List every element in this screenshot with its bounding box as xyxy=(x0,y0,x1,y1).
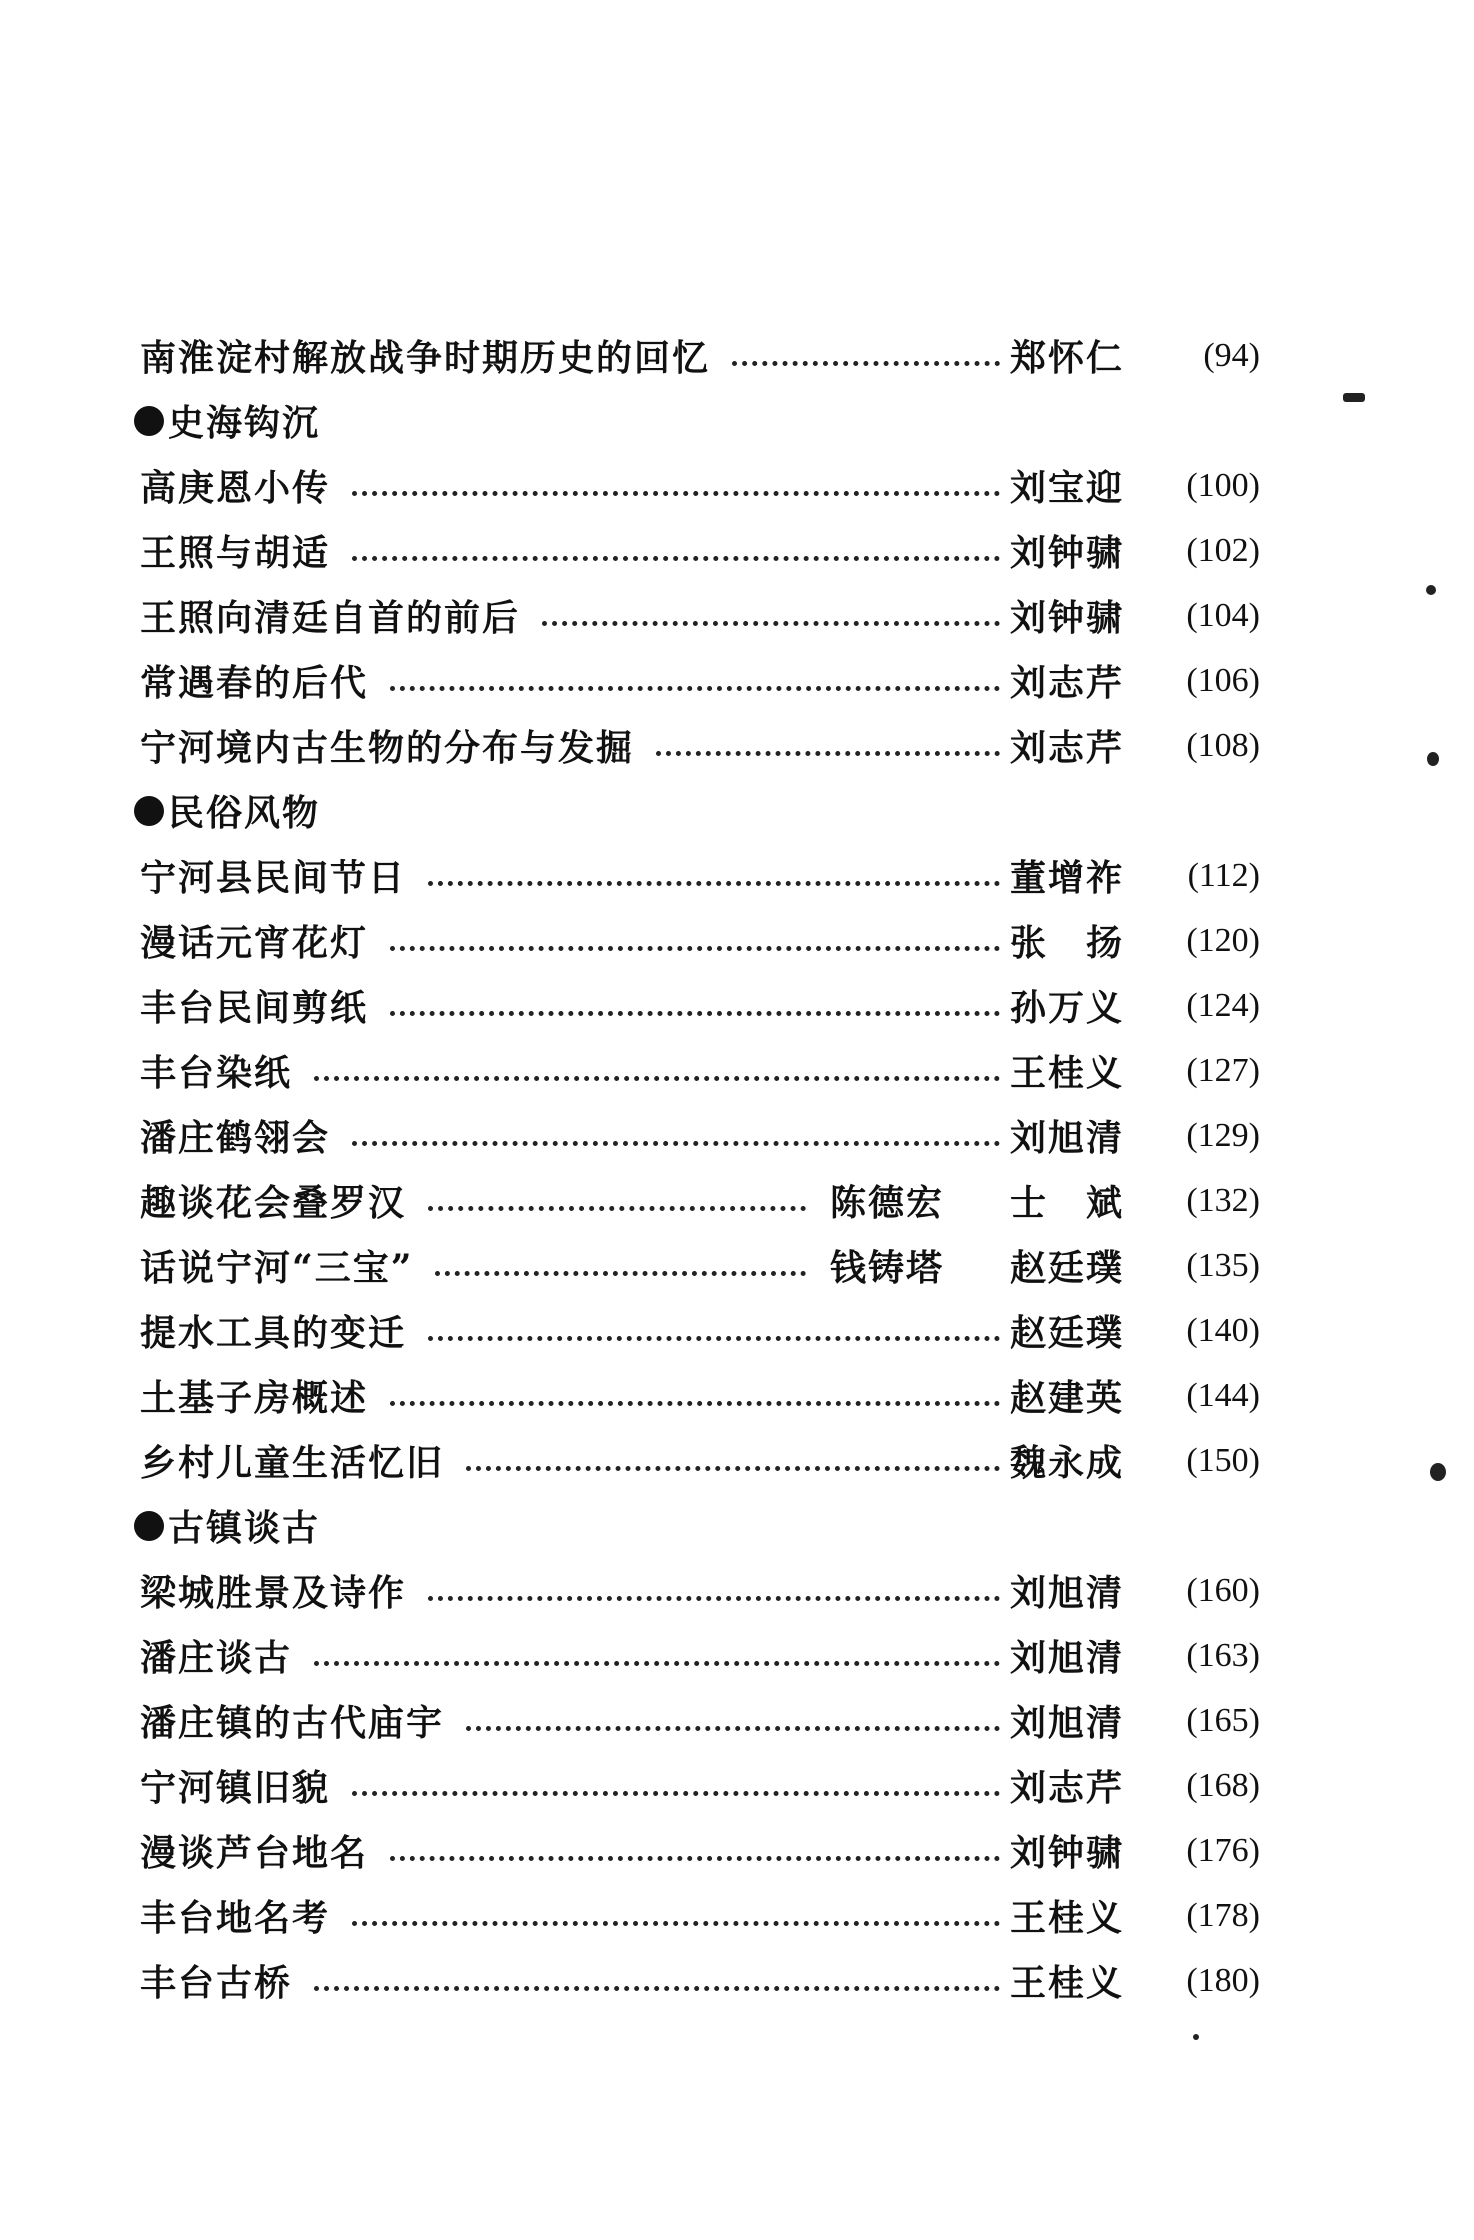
entry-title: 漫话元宵花灯 xyxy=(140,915,380,966)
entry-title: 漫谈芦台地名 xyxy=(140,1825,380,1876)
toc-entry[interactable] xyxy=(140,1363,1260,1428)
entry-title: 话说宁河“三宝” xyxy=(140,1240,425,1291)
toc-entry[interactable] xyxy=(140,1298,1260,1363)
leader-dots xyxy=(435,1271,806,1276)
entry-page-number: (144) xyxy=(1186,1376,1260,1414)
entry-page-number: (178) xyxy=(1186,1896,1260,1934)
leader-dots xyxy=(466,1726,1000,1731)
entry-title: 提水工具的变迁 xyxy=(140,1305,418,1356)
toc-entry[interactable] xyxy=(140,1558,1260,1623)
scan-speck xyxy=(1427,752,1439,766)
toc-entry[interactable] xyxy=(140,648,1260,713)
entry-page-number: (124) xyxy=(1186,986,1260,1024)
toc-entry[interactable] xyxy=(140,1103,1260,1168)
toc-entry[interactable] xyxy=(140,323,1260,388)
leader-dots xyxy=(390,686,1000,691)
scan-speck xyxy=(1426,585,1436,595)
entry-title: 乡村儿童生活忆旧 xyxy=(140,1435,456,1486)
entry-page-number: (100) xyxy=(1186,466,1260,504)
entry-page-number: (176) xyxy=(1186,1831,1260,1869)
scan-speck xyxy=(1430,1463,1446,1481)
entry-page-number: (127) xyxy=(1186,1051,1260,1089)
leader-dots xyxy=(390,1011,1000,1016)
entry-page-number: (140) xyxy=(1186,1311,1260,1349)
entry-author: 刘宝迎 xyxy=(1010,467,1125,509)
entry-page-number: (163) xyxy=(1186,1636,1260,1674)
leader-dots xyxy=(732,361,1000,366)
toc-entry[interactable] xyxy=(140,1753,1260,1818)
toc-entry[interactable] xyxy=(140,1688,1260,1753)
entry-page-number: (104) xyxy=(1186,596,1260,634)
entry-title: 宁河县民间节日 xyxy=(140,850,418,901)
section-title: 史海钩沉 xyxy=(168,402,321,444)
entry-page-number: (106) xyxy=(1186,661,1260,699)
section-title: 古镇谈古 xyxy=(168,1507,321,1549)
entry-author: 赵廷璞 xyxy=(1010,1247,1125,1289)
entry-title: 丰台染纸 xyxy=(140,1045,304,1096)
entry-title: 南淮淀村解放战争时期历史的回忆 xyxy=(140,330,722,381)
entry-title: 土基子房概述 xyxy=(140,1370,380,1421)
entry-author: 张 扬 xyxy=(1010,922,1125,964)
leader-dots xyxy=(352,1141,1000,1146)
entry-author: 刘旭清 xyxy=(1010,1637,1125,1679)
toc-entry[interactable] xyxy=(140,1168,1260,1233)
entry-page-number: (102) xyxy=(1186,531,1260,569)
entry-page-number: (129) xyxy=(1186,1116,1260,1154)
entry-page-number: (120) xyxy=(1186,921,1260,959)
leader-dots xyxy=(314,1986,1000,1991)
entry-title: 梁城胜景及诗作 xyxy=(140,1565,418,1616)
entry-author: 赵廷璞 xyxy=(1010,1312,1125,1354)
entry-author: 孙万义 xyxy=(1010,987,1125,1029)
leader-dots xyxy=(428,1596,1000,1601)
toc-entry[interactable] xyxy=(140,453,1260,518)
leader-dots xyxy=(428,881,1000,886)
leader-dots xyxy=(428,1206,806,1211)
entry-author: 王桂义 xyxy=(1010,1897,1125,1939)
entry-author: 董增祚 xyxy=(1010,857,1125,899)
entry-page-number: (108) xyxy=(1186,726,1260,764)
toc-entry[interactable] xyxy=(140,1233,1260,1298)
leader-dots xyxy=(352,556,1000,561)
entry-author: 刘旭清 xyxy=(1010,1572,1125,1614)
entry-author: 王桂义 xyxy=(1010,1962,1125,2004)
leader-dots xyxy=(390,1856,1000,1861)
scan-speck xyxy=(1193,2034,1199,2040)
entry-title: 高庚恩小传 xyxy=(140,460,342,511)
leader-dots xyxy=(390,946,1000,951)
toc-entry[interactable] xyxy=(140,1428,1260,1493)
toc-entry[interactable] xyxy=(140,1948,1260,2013)
toc-entry[interactable] xyxy=(140,583,1260,648)
entry-author: 魏永成 xyxy=(1010,1442,1125,1484)
entry-title: 宁河境内古生物的分布与发掘 xyxy=(140,720,646,771)
entry-page-number: (94) xyxy=(1203,336,1260,374)
entry-author: 王桂义 xyxy=(1010,1052,1125,1094)
entry-author: 刘钟骕 xyxy=(1010,532,1125,574)
leader-dots xyxy=(390,1401,1000,1406)
entry-title: 潘庄镇的古代庙宇 xyxy=(140,1695,456,1746)
entry-page-number: (112) xyxy=(1187,856,1260,894)
toc-entry[interactable] xyxy=(140,908,1260,973)
entry-page-number: (165) xyxy=(1186,1701,1260,1739)
scan-speck xyxy=(1343,393,1365,402)
entry-title: 宁河镇旧貌 xyxy=(140,1760,342,1811)
section-title: 民俗风物 xyxy=(168,792,321,834)
entry-title: 常遇春的后代 xyxy=(140,655,380,706)
entry-title: 潘庄谈古 xyxy=(140,1630,304,1681)
leader-dots xyxy=(352,491,1000,496)
entry-author: 刘旭清 xyxy=(1010,1117,1125,1159)
toc-entry[interactable] xyxy=(140,973,1260,1038)
toc-entry[interactable] xyxy=(140,713,1260,778)
leader-dots xyxy=(314,1076,1000,1081)
section-heading xyxy=(140,778,1260,843)
bullet-icon xyxy=(134,406,164,436)
table-of-contents xyxy=(140,323,1260,2013)
entry-author: 刘钟骕 xyxy=(1010,1832,1125,1874)
entry-author: 刘志芹 xyxy=(1010,662,1125,704)
leader-dots xyxy=(352,1921,1000,1926)
entry-page-number: (168) xyxy=(1186,1766,1260,1804)
entry-page-number: (132) xyxy=(1186,1181,1260,1219)
leader-dots xyxy=(352,1791,1000,1796)
entry-coauthor: 钱铸塔 xyxy=(830,1247,945,1289)
entry-page-number: (150) xyxy=(1186,1441,1260,1479)
toc-entry[interactable] xyxy=(140,1883,1260,1948)
section-heading xyxy=(140,388,1260,453)
toc-entry[interactable] xyxy=(140,1623,1260,1688)
toc-entry[interactable] xyxy=(140,518,1260,583)
entry-coauthor: 陈德宏 xyxy=(830,1182,945,1224)
entry-page-number: (180) xyxy=(1186,1961,1260,1999)
entry-title: 丰台古桥 xyxy=(140,1955,304,2006)
entry-author: 赵建英 xyxy=(1010,1377,1125,1419)
bullet-icon xyxy=(134,796,164,826)
section-heading xyxy=(140,1493,1260,1558)
entry-title: 王照与胡适 xyxy=(140,525,342,576)
bullet-icon xyxy=(134,1511,164,1541)
entry-page-number: (135) xyxy=(1186,1246,1260,1284)
entry-author: 刘志芹 xyxy=(1010,1767,1125,1809)
leader-dots xyxy=(656,751,1000,756)
leader-dots xyxy=(314,1661,1000,1666)
entry-title: 丰台地名考 xyxy=(140,1890,342,1941)
entry-author: 郑怀仁 xyxy=(1010,337,1125,379)
entry-author: 刘志芹 xyxy=(1010,727,1125,769)
toc-entry[interactable] xyxy=(140,1818,1260,1883)
entry-author: 刘旭清 xyxy=(1010,1702,1125,1744)
entry-title: 丰台民间剪纸 xyxy=(140,980,380,1031)
entry-page-number: (160) xyxy=(1186,1571,1260,1609)
entry-author: 士 斌 xyxy=(1010,1182,1125,1224)
leader-dots xyxy=(428,1336,1000,1341)
leader-dots xyxy=(542,621,1000,626)
entry-title: 王照向清廷自首的前后 xyxy=(140,590,532,641)
entry-author: 刘钟骕 xyxy=(1010,597,1125,639)
entry-title: 潘庄鹤翎会 xyxy=(140,1110,342,1161)
toc-entry[interactable] xyxy=(140,843,1260,908)
leader-dots xyxy=(466,1466,1000,1471)
toc-entry[interactable] xyxy=(140,1038,1260,1103)
entry-title: 趣谈花会叠罗汉 xyxy=(140,1175,418,1226)
